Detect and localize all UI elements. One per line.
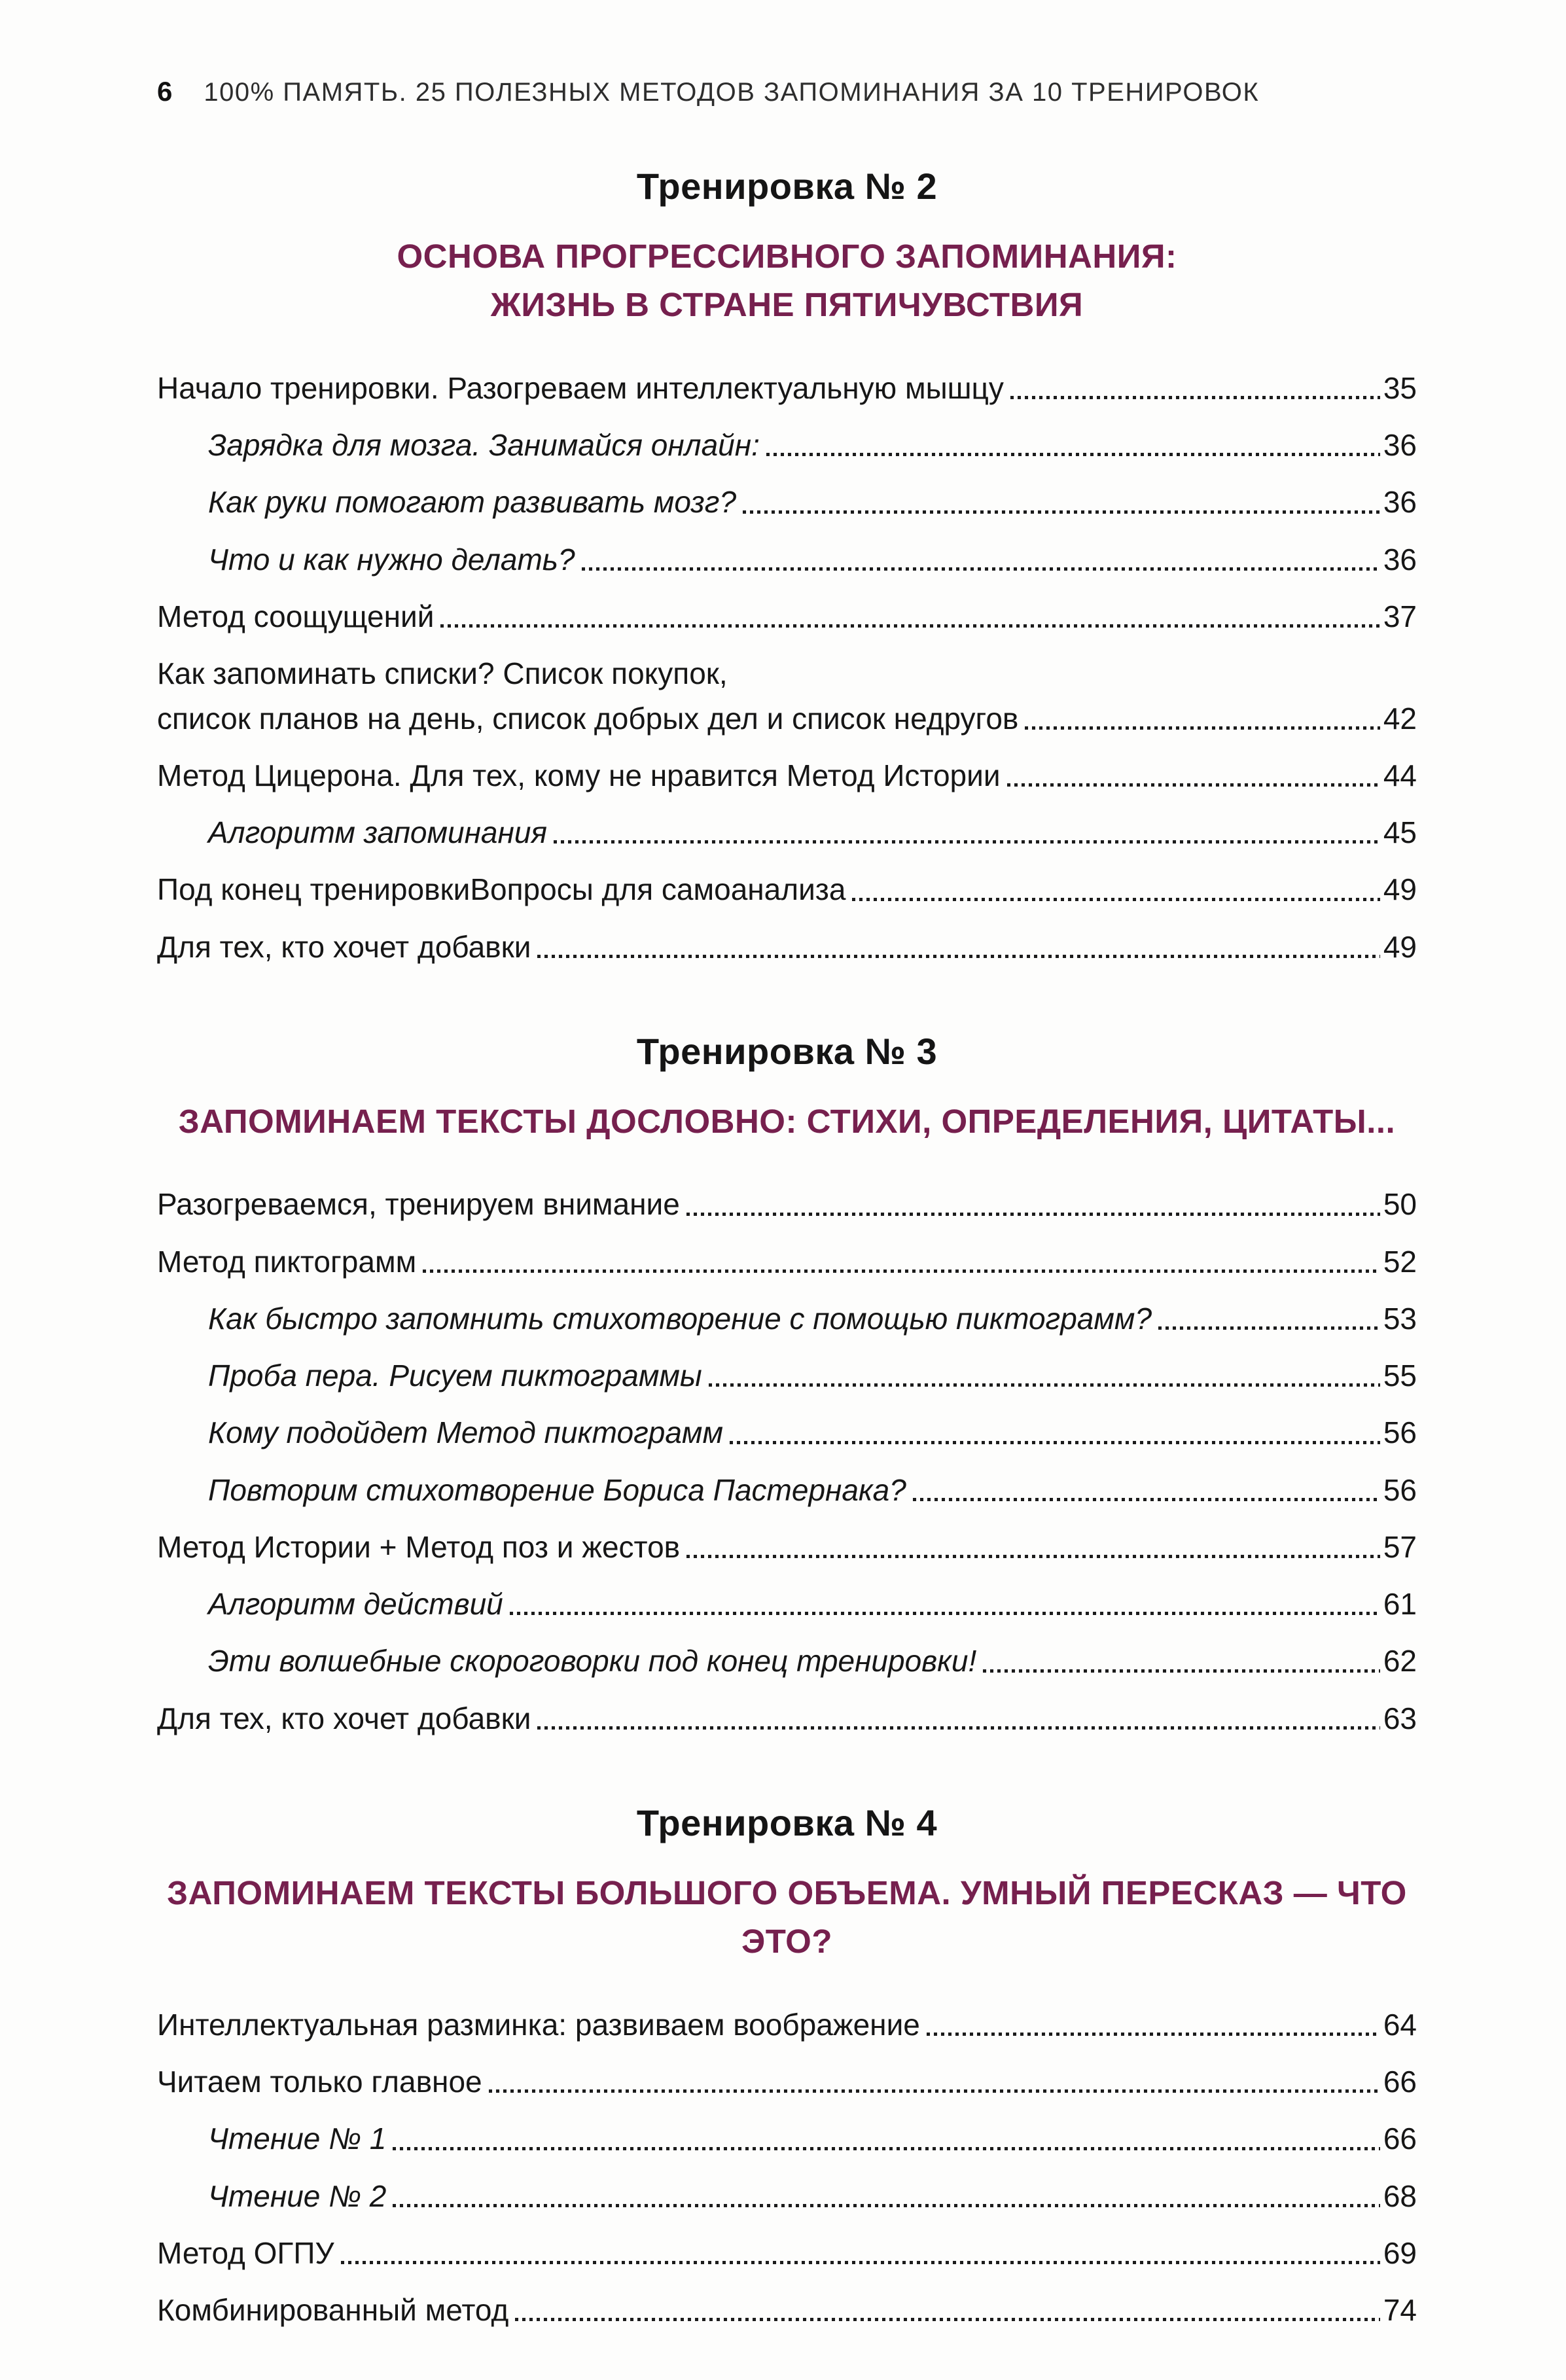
toc-entry: [157, 1415, 1417, 1450]
dot-leader: [423, 1270, 1380, 1273]
dot-leader: [554, 840, 1380, 844]
toc-entry: [157, 758, 1417, 793]
toc-entry-title: список планов на день, список добрых дел и список недругов: [157, 701, 1019, 736]
toc-page-number: 36: [1383, 485, 1417, 520]
toc-page-number: 44: [1383, 758, 1417, 792]
toc-entry: [157, 599, 1417, 634]
toc-entry: [157, 2178, 1417, 2214]
toc-entry: [157, 2064, 1417, 2099]
training-subtitle-line: ОСНОВА ПРОГРЕССИВНОГО ЗАПОМИНАНИЯ:: [397, 238, 1177, 275]
dot-leader: [393, 2147, 1380, 2150]
toc-entry-title: Эти волшебные скороговорки под конец тренировки!: [208, 1644, 977, 1678]
toc-page-number: 69: [1383, 2235, 1417, 2270]
running-header: [157, 76, 1417, 107]
dot-leader: [1010, 396, 1380, 399]
training-subtitle: [157, 1869, 1417, 1966]
toc-entry: [157, 484, 1417, 520]
toc-entry: [157, 2121, 1417, 2156]
toc-entry: [157, 2292, 1417, 2328]
page-number: 6: [157, 76, 173, 107]
toc-page-number: 55: [1383, 1359, 1417, 1393]
dot-leader: [766, 453, 1380, 456]
toc-page-number: 49: [1383, 872, 1417, 907]
toc-entry-title: Чтение № 1: [208, 2122, 387, 2156]
dot-leader: [730, 1441, 1380, 1444]
toc-entry-title: Метод пиктограмм: [157, 1244, 417, 1279]
toc-entry-title: Под конец тренировкиВопросы для самоанализа: [157, 872, 846, 907]
toc-entry-title: Комбинированный метод: [157, 2293, 509, 2328]
toc-entry: [157, 1472, 1417, 1508]
toc-page-number: 45: [1383, 815, 1417, 850]
toc-entry: [157, 2235, 1417, 2271]
toc-entry: [157, 1701, 1417, 1736]
toc-entry-title: Как руки помогают развивать мозг?: [208, 485, 737, 520]
toc-entry-first-line: Как запоминать списки? Список покупок,: [157, 656, 728, 691]
toc-section: [157, 1030, 1417, 1736]
toc-page-number: 74: [1383, 2293, 1417, 2328]
dot-leader: [709, 1383, 1380, 1387]
toc-page-number: 56: [1383, 1472, 1417, 1507]
dot-leader: [743, 510, 1380, 514]
dot-leader: [927, 2033, 1380, 2036]
toc-entry-title: Кому подойдет Метод пиктограмм: [208, 1415, 723, 1450]
dot-leader: [852, 898, 1379, 901]
toc-entry: [157, 1244, 1417, 1279]
table-of-contents: [157, 165, 1417, 2328]
toc-entry: [157, 2007, 1417, 2042]
toc-entry-title: Читаем только главное: [157, 2065, 482, 2099]
toc-entry-title: Как быстро запомнить стихотворение с помощью пиктограмм?: [208, 1301, 1152, 1336]
toc-entry-title: Метод Истории + Метод поз и жестов: [157, 1529, 681, 1564]
toc-page-number: 56: [1383, 1415, 1417, 1450]
dot-leader: [393, 2204, 1380, 2207]
toc-entry: [157, 1186, 1417, 1222]
toc-entry-title: Разогреваемся, тренируем внимание: [157, 1187, 680, 1222]
toc-page-number: 66: [1383, 2122, 1417, 2156]
toc-entry-title: Что и как нужно делать?: [208, 542, 575, 577]
dot-leader: [440, 624, 1379, 628]
toc-entry: [157, 872, 1417, 907]
training-subtitle-line: ЖИЗНЬ В СТРАНЕ ПЯТИЧУВСТВИЯ: [490, 286, 1084, 324]
toc-section: [157, 1802, 1417, 2328]
dot-leader: [510, 1612, 1380, 1615]
toc-entry-title: Метод Цицерона. Для тех, кому не нравится Метод Истории: [157, 758, 1001, 792]
toc-entry-title: Алгоритм запоминания: [208, 815, 547, 850]
toc-page-number: 35: [1383, 370, 1417, 405]
toc-page-number: 68: [1383, 2178, 1417, 2213]
toc-entry-title: Проба пера. Рисуем пиктограммы: [208, 1359, 702, 1393]
toc-entry: [157, 701, 1417, 736]
toc-entry: [157, 1529, 1417, 1565]
toc-entry-title: Метод ОГПУ: [157, 2235, 334, 2270]
toc-page-number: 36: [1383, 542, 1417, 577]
dot-leader: [537, 955, 1379, 958]
training-subtitle-line: ЗАПОМИНАЕМ ТЕКСТЫ ДОСЛОВНО: СТИХИ, ОПРЕДЕЛЕНИЯ, ЦИТАТЫ...: [178, 1102, 1396, 1140]
training-subtitle: [157, 1097, 1417, 1146]
toc-entry: [157, 1643, 1417, 1678]
toc-entry: [157, 815, 1417, 850]
toc-page-number: 42: [1383, 701, 1417, 736]
dot-leader: [1007, 783, 1380, 787]
toc-entry: [157, 1358, 1417, 1393]
dot-leader: [983, 1669, 1380, 1673]
toc-page-number: 57: [1383, 1529, 1417, 1564]
toc-page-number: 37: [1383, 599, 1417, 633]
training-title: Тренировка № 3: [636, 1030, 938, 1072]
dot-leader: [341, 2261, 1380, 2264]
dot-leader: [582, 567, 1380, 571]
toc-entry: [157, 1301, 1417, 1336]
toc-page-number: 64: [1383, 2007, 1417, 2042]
dot-leader: [1158, 1326, 1380, 1330]
dot-leader: [913, 1498, 1380, 1501]
toc-page-number: 49: [1383, 929, 1417, 964]
training-subtitle: [157, 232, 1417, 330]
toc-section: [157, 165, 1417, 965]
dot-leader: [537, 1726, 1379, 1730]
dot-leader: [489, 2089, 1380, 2093]
toc-entry: [157, 427, 1417, 463]
toc-page-number: 52: [1383, 1244, 1417, 1279]
training-title: Тренировка № 2: [636, 166, 938, 207]
training-subtitle-line: ЗАПОМИНАЕМ ТЕКСТЫ БОЛЬШОГО ОБЪЕМА. УМНЫЙ ПЕРЕСКАЗ — ЧТО ЭТО?: [167, 1874, 1407, 1961]
toc-entry: [157, 542, 1417, 577]
toc-page-number: 63: [1383, 1701, 1417, 1735]
toc-entry-title: Чтение № 2: [208, 2178, 387, 2213]
toc-entry-title: Метод соощущений: [157, 599, 435, 633]
toc-entry: [157, 929, 1417, 965]
toc-entry-title: Повторим стихотворение Бориса Пастернака?: [208, 1472, 906, 1507]
toc-page-number: 50: [1383, 1187, 1417, 1222]
dot-leader: [1025, 726, 1379, 730]
toc-entry-title: Интеллектуальная разминка: развиваем воображение: [157, 2007, 920, 2042]
toc-entry-title: Алгоритм действий: [208, 1587, 503, 1622]
dot-leader: [686, 1555, 1380, 1558]
toc-page-number: 66: [1383, 2065, 1417, 2099]
toc-entry-title: Для тех, кто хочет добавки: [157, 1701, 531, 1735]
toc-entry-title: Начало тренировки. Разогреваем интеллектуальную мышцу: [157, 370, 1004, 405]
dot-leader: [686, 1213, 1380, 1216]
toc-entry-title: Для тех, кто хочет добавки: [157, 929, 531, 964]
toc-entry: [157, 370, 1417, 406]
training-title: Тренировка № 4: [636, 1802, 938, 1843]
toc-entry: [157, 1586, 1417, 1622]
dot-leader: [515, 2318, 1380, 2321]
toc-entry-title: Зарядка для мозга. Занимайся онлайн:: [208, 428, 760, 463]
running-title: 100% ПАМЯТЬ. 25 ПОЛЕЗНЫХ МЕТОДОВ ЗАПОМИНАНИЯ ЗА 10 ТРЕНИРОВОК: [204, 78, 1260, 107]
toc-page-number: 53: [1383, 1301, 1417, 1336]
toc-page-number: 62: [1383, 1644, 1417, 1678]
toc-page-number: 36: [1383, 428, 1417, 463]
toc-page-number: 61: [1383, 1587, 1417, 1622]
